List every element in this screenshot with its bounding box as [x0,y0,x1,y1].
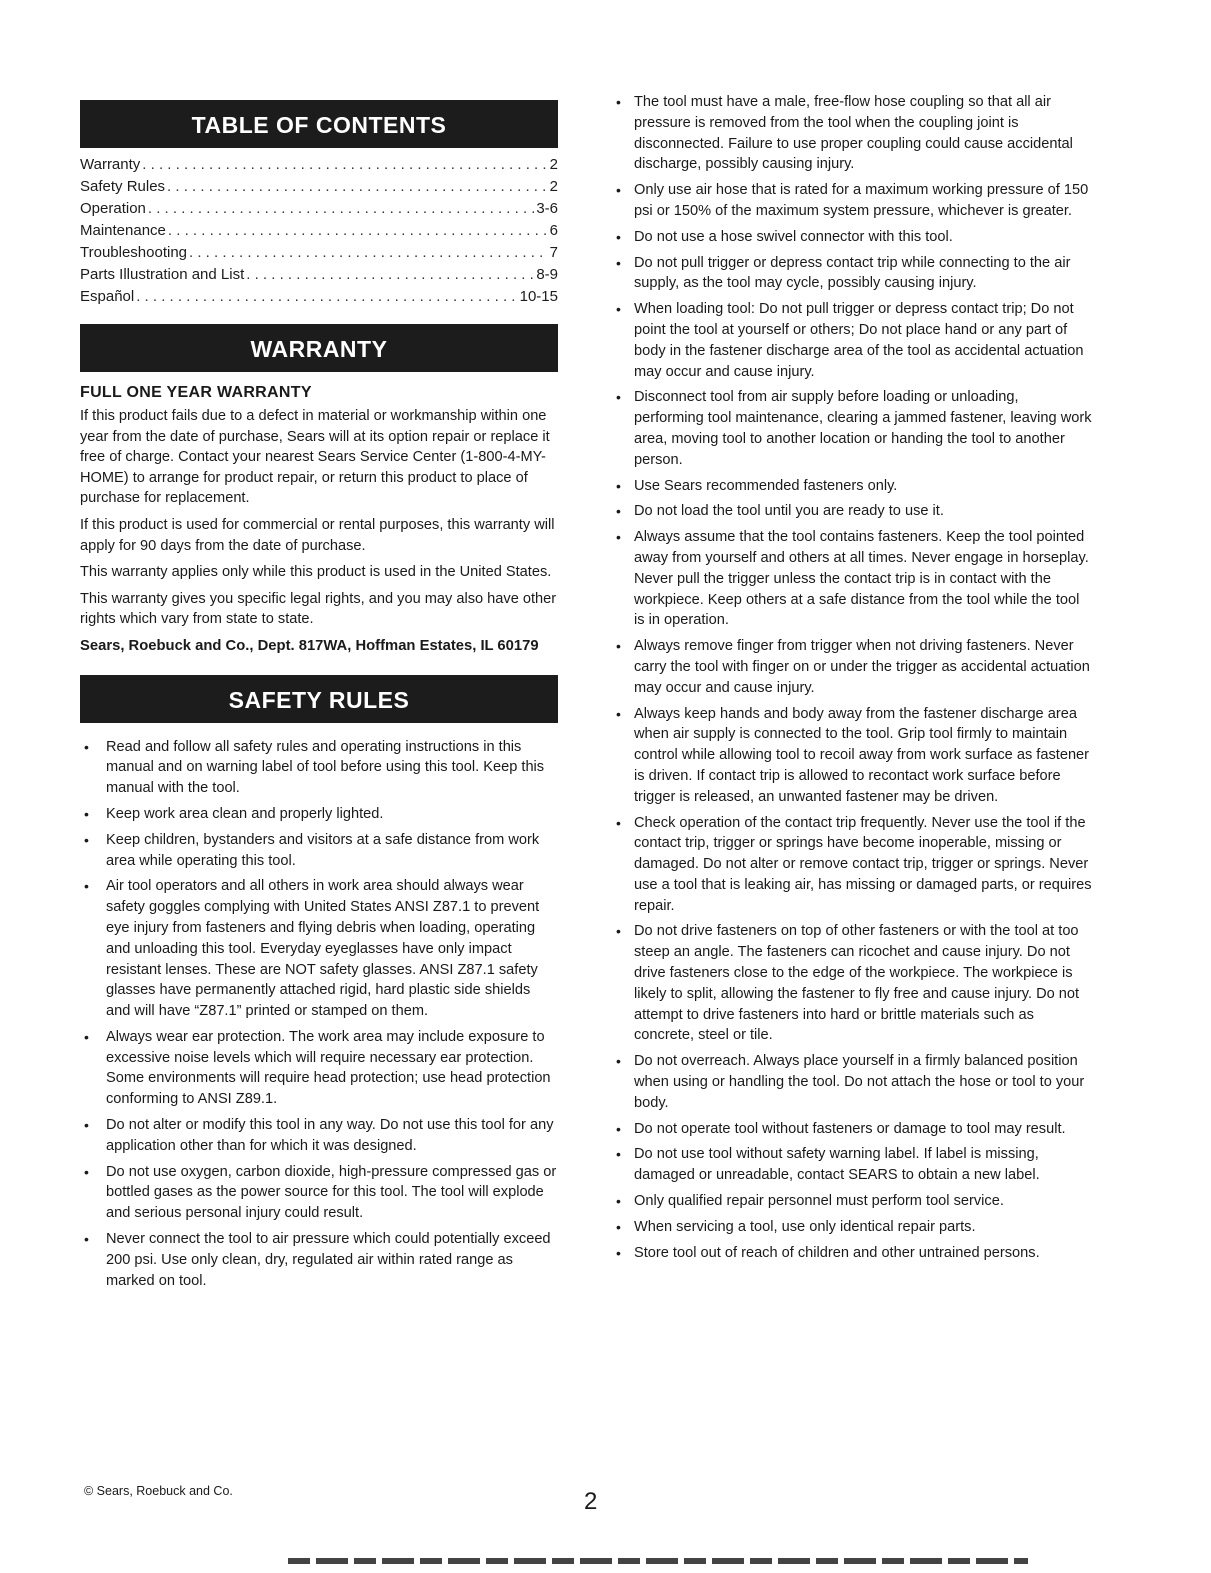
toc-entry[interactable] [80,176,558,198]
list-item-text: Read and follow all safety rules and operating instructions in this manual and on warning label of tool before using this tool. Keep this manual with the tool. [106,738,545,797]
toc-entry-page: 6 [549,222,558,239]
list-item-text: Do not drive fasteners on top of other fasteners or with the tool at too steep an angle. The fasteners can ricochet and cause injury. Do not drive fasteners close to the edge of the workpiece. The workpiece is likely to split, allowing the fastener to fly free and cause injury. Do not attempt to drive fasteners into hard or brittle materials such as concrete, steel or tile. [634,923,1080,1044]
toc-leader [189,242,548,264]
page-number: 2 [584,1488,598,1515]
scan-artifact [288,1558,1028,1564]
bullet-icon: • [616,1053,621,1070]
toc-entry-title: Safety Rules [80,178,166,195]
list-item [612,813,1092,917]
list-item-text: Use Sears recommended fasteners only. [634,477,898,494]
list-item [80,1027,558,1110]
list-item-text: When loading tool: Do not pull trigger or depress contact trip; Do not point the tool at yourself or others; Do not place hand or any part of body in the fastener discharge area of the tool as accidental actuation may occur and cause injury. [634,301,1084,380]
list-item [612,92,1092,175]
bullet-icon: • [616,1218,621,1235]
toc-entry[interactable] [80,286,558,308]
toc-leader [246,264,534,286]
list-item-text: Only use air hose that is rated for a maximum working pressure of 150 psi or 150% of the maximum system pressure, whichever is greater. [634,182,1089,219]
bullet-icon: • [84,738,89,755]
list-item [80,1162,558,1224]
warranty-paragraph: If this product fails due to a defect in material or workmanship within one year from the date of purchase, Sears will at its option repair or replace it free of charge. Contact your nearest Sears Service Center (1-800-4-MY-HOME) to arrange for product repair, or return this product to place of purchase for replacement. [80,408,550,507]
warranty-paragraph: This warranty applies only while this product is used in the United States. [80,564,552,581]
bullet-icon: • [616,529,621,546]
list-item [612,1051,1092,1113]
bullet-icon: • [616,94,621,110]
list-item-text: Do not alter or modify this tool in any way. Do not use this tool for any application other than for which it was designed. [106,1117,554,1154]
list-item-text: Do not overreach. Always place yourself in a firmly balanced position when using or handling the tool. Do not attach the hose or tool to your body. [634,1053,1085,1111]
list-item [612,921,1092,1046]
toc-list [80,154,558,308]
list-item [80,876,558,1022]
warranty-address: Sears, Roebuck and Co., Dept. 817WA, Hoffman Estates, IL 60179 [80,637,539,654]
bullet-icon: • [616,1244,621,1261]
bullet-icon: • [616,503,621,520]
list-item [80,737,558,799]
warranty-paragraph: If this product is used for commercial or rental purposes, this warranty will apply for 90 days from the date of purchase. [80,516,555,554]
toc-entry[interactable] [80,264,558,286]
toc-leader [136,286,517,308]
safety-list-right [612,92,1092,1263]
list-item-text: Always keep hands and body away from the fastener discharge area when air supply is connected to the tool. Grip tool firmly to maintain control while allowing tool to recoil away from work surface as fastener is driven. If contact trip is allowed to recontact work surface before trigger is released, an unwanted fastener may be driven. [634,705,1090,805]
bullet-icon: • [84,1028,89,1045]
list-item [80,830,558,872]
warranty-paragraph: This warranty gives you specific legal rights, and you may also have other rights which vary from state to state. [80,590,557,628]
toc-entry-page: 10-15 [519,288,558,305]
bullet-icon: • [616,389,621,406]
list-item-text: Keep children, bystanders and visitors at a safe distance from work area while operating this tool. [106,831,540,869]
list-item [612,253,1092,295]
toc-leader [142,154,547,176]
toc-leader [167,176,548,198]
list-item [612,1217,1092,1238]
toc-entry[interactable] [80,198,558,220]
copyright-notice: © Sears, Roebuck and Co. [84,1484,233,1498]
list-item-text: The tool must have a male, free-flow hose coupling so that all air pressure is removed from the tool when the coupling joint is disconnected. Failure to use proper coupling could cause accidental discharge, possibly causing injury. [634,94,1073,173]
bullet-icon: • [616,1146,621,1163]
list-item-text: Do not use a hose swivel connector with this tool. [634,228,953,245]
toc-entry[interactable] [80,220,558,242]
list-item-text: Do not pull trigger or depress contact trip while connecting to the air supply, as the tool may cycle, possibly causing injury. [634,254,1071,292]
toc-entry-title: Parts Illustration and List [80,266,245,283]
list-item [612,1119,1092,1140]
list-item [80,1115,558,1157]
list-item-text: Always remove finger from trigger when not driving fasteners. Never carry the tool with finger on or under the trigger as accidental actuation may occur and cause injury. [634,638,1090,696]
list-item [612,180,1092,222]
list-item [80,804,558,825]
toc-heading: TABLE OF CONTENTS [80,100,558,148]
bullet-icon: • [84,831,89,848]
bullet-icon: • [616,254,621,271]
toc-entry[interactable] [80,154,558,176]
list-item [612,527,1092,631]
toc-entry-page: 2 [549,156,558,173]
list-item-text: Do not operate tool without fasteners or damage to tool may result. [634,1120,1066,1137]
list-item [612,1144,1092,1186]
toc-entry-page: 3-6 [536,200,558,217]
bullet-icon: • [616,301,621,318]
bullet-icon: • [84,878,89,895]
list-item [612,704,1092,808]
list-item [612,1243,1092,1264]
toc-entry-title: Español [80,288,135,305]
bullet-icon: • [616,228,621,245]
safety-heading: SAFETY RULES [80,675,558,723]
bullet-icon: • [616,705,621,722]
bullet-icon: • [616,1120,621,1137]
toc-leader [148,198,534,220]
bullet-icon: • [616,638,621,655]
bullet-icon: • [616,814,621,831]
toc-entry-page: 8-9 [536,266,558,283]
right-column [612,92,1092,1268]
bullet-icon: • [84,1117,89,1134]
list-item-text: Air tool operators and all others in work area should always wear safety goggles complying with United States ANSI Z87.1 to prevent eye injury from fasteners and flying debris when loading, operating and unloading this tool. Everyday eyeglasses have only impact resistant lenses. These are NOT safety glasses. ANSI Z87.1 safety glasses have permanently attached rigid, hard plastic side shields and will have “Z87.1” printed or stamped on them. [106,878,540,1020]
left-column [80,100,558,1296]
toc-entry[interactable] [80,242,558,264]
list-item [612,1191,1092,1212]
list-item [612,636,1092,698]
bullet-icon: • [616,477,621,494]
warranty-heading: WARRANTY [80,324,558,372]
toc-entry-page: 7 [549,244,558,261]
list-item-text: Keep work area clean and properly lighted. [106,805,384,822]
toc-entry-title: Operation [80,200,146,217]
list-item-text: Do not use oxygen, carbon dioxide, high-pressure compressed gas or bottled gases as the power source for this tool. The tool will explode and serious personal injury could result. [106,1163,557,1222]
list-item-text: Do not load the tool until you are ready to use it. [634,503,944,520]
list-item-text: Do not use tool without safety warning label. If label is missing, damaged or unreadable, contact SEARS to obtain a new label. [634,1146,1040,1184]
toc-entry-title: Troubleshooting [80,244,188,261]
bullet-icon: • [84,1231,89,1248]
toc-entry-title: Warranty [80,156,141,173]
safety-list-left [80,737,558,1292]
list-item-text: Store tool out of reach of children and other untrained persons. [634,1244,1040,1261]
toc-leader [168,220,548,242]
toc-entry-page: 2 [549,178,558,195]
list-item-text: Disconnect tool from air supply before loading or unloading, performing tool maintenance, clearing a jammed fastener, leaving work area, moving tool to another location or handing the tool to another person. [634,389,1092,468]
list-item-text: Never connect the tool to air pressure which could potentially exceed 200 psi. Use only clean, dry, regulated air within rated range as marked on tool. [106,1231,551,1289]
list-item [612,299,1092,382]
bullet-icon: • [616,1193,621,1210]
bullet-icon: • [84,805,89,822]
list-item [612,476,1092,497]
toc-entry-title: Maintenance [80,222,166,239]
bullet-icon: • [616,923,621,940]
list-item [612,387,1092,470]
bullet-icon: • [84,1163,89,1180]
list-item [80,1229,558,1291]
list-item-text: Always wear ear protection. The work area may include exposure to excessive noise levels which will require necessary ear protection. Some environments will require head protection; use head protection conforming to ANSI Z89.1. [106,1028,551,1108]
list-item [612,227,1092,248]
list-item-text: Only qualified repair personnel must perform tool service. [634,1193,1004,1210]
list-item-text: When servicing a tool, use only identical repair parts. [634,1218,976,1235]
list-item-text: Always assume that the tool contains fasteners. Keep the tool pointed away from yourself and others at all times. Never engage in horseplay. Never pull the trigger unless the contact trip is in contact with the workpiece. Keep others at a safe distance from the tool while the tool is in operation. [634,529,1089,629]
list-item-text: Check operation of the contact trip frequently. Never use the tool if the contact trip, trigger or springs have become inoperable, missing or damaged. Do not alter or remove contact trip, trigger or springs. Never use a tool that is leaking air, has missing or damaged parts, or requires repair. [634,814,1092,914]
warranty-subheading: FULL ONE YEAR WARRANTY [80,384,312,401]
list-item [612,501,1092,522]
bullet-icon: • [616,182,621,199]
